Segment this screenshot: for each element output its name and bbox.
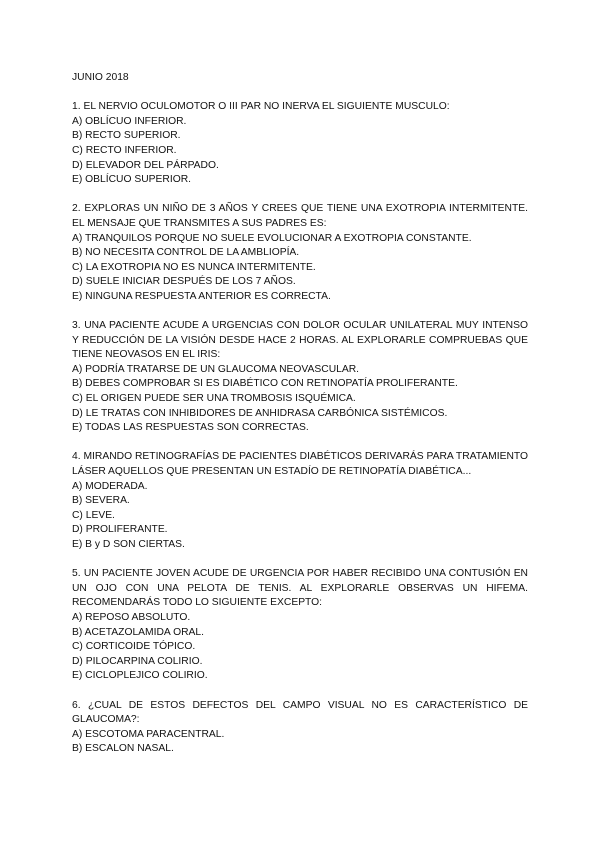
answer-option-a: A) REPOSO ABSOLUTO. [72, 611, 191, 623]
answer-options [72, 232, 528, 305]
question-text: 4. MIRANDO RETINOGRAFÍAS DE PACIENTES DIABÉTICOS DERIVARÁS PARA TRATAMIENTO LÁSER AQUELLOS QUE PRESENTAN UN ESTADÍO DE RETINOPATÍA DIABÉTICA... [72, 451, 528, 478]
answer-option-a: A) MODERADA. [72, 480, 148, 492]
question-1 [72, 100, 528, 188]
answer-options [72, 728, 528, 757]
answer-option-d: D) PROLIFERANTE. [72, 524, 168, 536]
answer-option-a: A) ESCOTOMA PARACENTRAL. [72, 728, 225, 740]
question-4 [72, 450, 528, 552]
question-3 [72, 319, 528, 436]
answer-options [72, 480, 528, 553]
answer-option-e: E) B y D SON CIERTAS. [72, 539, 185, 550]
answer-option-a: A) TRANQUILOS PORQUE NO SUELE EVOLUCIONAR A EXOTROPIA CONSTANTE. [72, 232, 472, 244]
question-text: 6. ¿CUAL DE ESTOS DEFECTOS DEL CAMPO VISUAL NO ES CARACTERÍSTICO DE GLAUCOMA?: [72, 699, 528, 726]
answer-option-c: C) RECTO INFERIOR. [72, 144, 177, 156]
question-5 [72, 567, 528, 684]
question-6 [72, 699, 528, 757]
answer-option-b: B) ACETAZOLAMIDA ORAL. [72, 626, 204, 638]
answer-option-b: B) SEVERA. [72, 495, 130, 507]
answer-option-e: E) OBLÍCUO SUPERIOR. [72, 174, 192, 186]
answer-options [72, 611, 528, 684]
answer-option-e: E) NINGUNA RESPUESTA ANTERIOR ES CORRECTA. [72, 290, 331, 302]
answer-option-b: B) ESCALON NASAL. [72, 743, 174, 755]
question-text: 2. EXPLORAS UN NIÑO DE 3 AÑOS Y CREES QUE TIENE UNA EXOTROPIA INTERMITENTE. EL MENSAJE QUE TRANSMITES A SUS PADRES ES: [72, 203, 528, 229]
answer-option-e: E) CICLOPLEJICO COLIRIO. [72, 670, 208, 682]
answer-option-b: B) NO NECESITA CONTROL DE LA AMBLIOPÍA. [72, 247, 300, 259]
answer-option-b: B) RECTO SUPERIOR. [72, 130, 181, 142]
answer-option-d: D) LE TRATAS CON INHIBIDORES DE ANHIDRASA CARBÓNICA SISTÉMICOS. [72, 407, 448, 419]
question-text: 5. UN PACIENTE JOVEN ACUDE DE URGENCIA POR HABER RECIBIDO UNA CONTUSIÓN EN UN OJO CON UNA PELOTA DE TENIS. AL EXPLORARLE OBSERVAS UN HIFEMA. RECOMENDARÁS TODO LO SIGUIENTE EXCEPTO: [72, 568, 528, 609]
answer-options [72, 115, 528, 188]
question-2 [72, 202, 528, 304]
answer-option-d: D) SUELE INICIAR DESPUÉS DE LOS 7 AÑOS. [72, 276, 296, 288]
answer-option-c: C) EL ORIGEN PUEDE SER UNA TROMBOSIS ISQUÉMICA. [72, 393, 356, 405]
question-text: 3. UNA PACIENTE ACUDE A URGENCIAS CON DOLOR OCULAR UNILATERAL MUY INTENSO Y REDUCCIÓN DE LA VISIÓN DESDE HACE 2 HORAS. AL EXPLORARLE COMPRUEBAS QUE TIENE NEOVASOS EN EL IRIS: [72, 320, 528, 361]
answer-option-c: C) LA EXOTROPIA NO ES NUNCA INTERMITENTE. [72, 261, 316, 273]
answer-option-d: D) ELEVADOR DEL PÁRPADO. [72, 159, 219, 171]
answer-option-a: A) PODRÍA TRATARSE DE UN GLAUCOMA NEOVASCULAR. [72, 363, 360, 375]
answer-options [72, 363, 528, 436]
answer-option-b: B) DEBES COMPROBAR SI ES DIABÉTICO CON RETINOPATÍA PROLIFERANTE. [72, 378, 458, 390]
answer-option-e: E) TODAS LAS RESPUESTAS SON CORRECTAS. [72, 422, 309, 434]
question-text: 1. EL NERVIO OCULOMOTOR O III PAR NO INERVA EL SIGUIENTE MUSCULO: [72, 101, 450, 113]
answer-option-c: C) LEVE. [72, 509, 115, 521]
document-date: JUNIO 2018 [72, 72, 129, 83]
answer-option-a: A) OBLÍCUO INFERIOR. [72, 115, 187, 127]
answer-option-d: D) PILOCARPINA COLIRIO. [72, 655, 203, 667]
answer-option-c: C) CORTICOIDE TÓPICO. [72, 641, 196, 653]
